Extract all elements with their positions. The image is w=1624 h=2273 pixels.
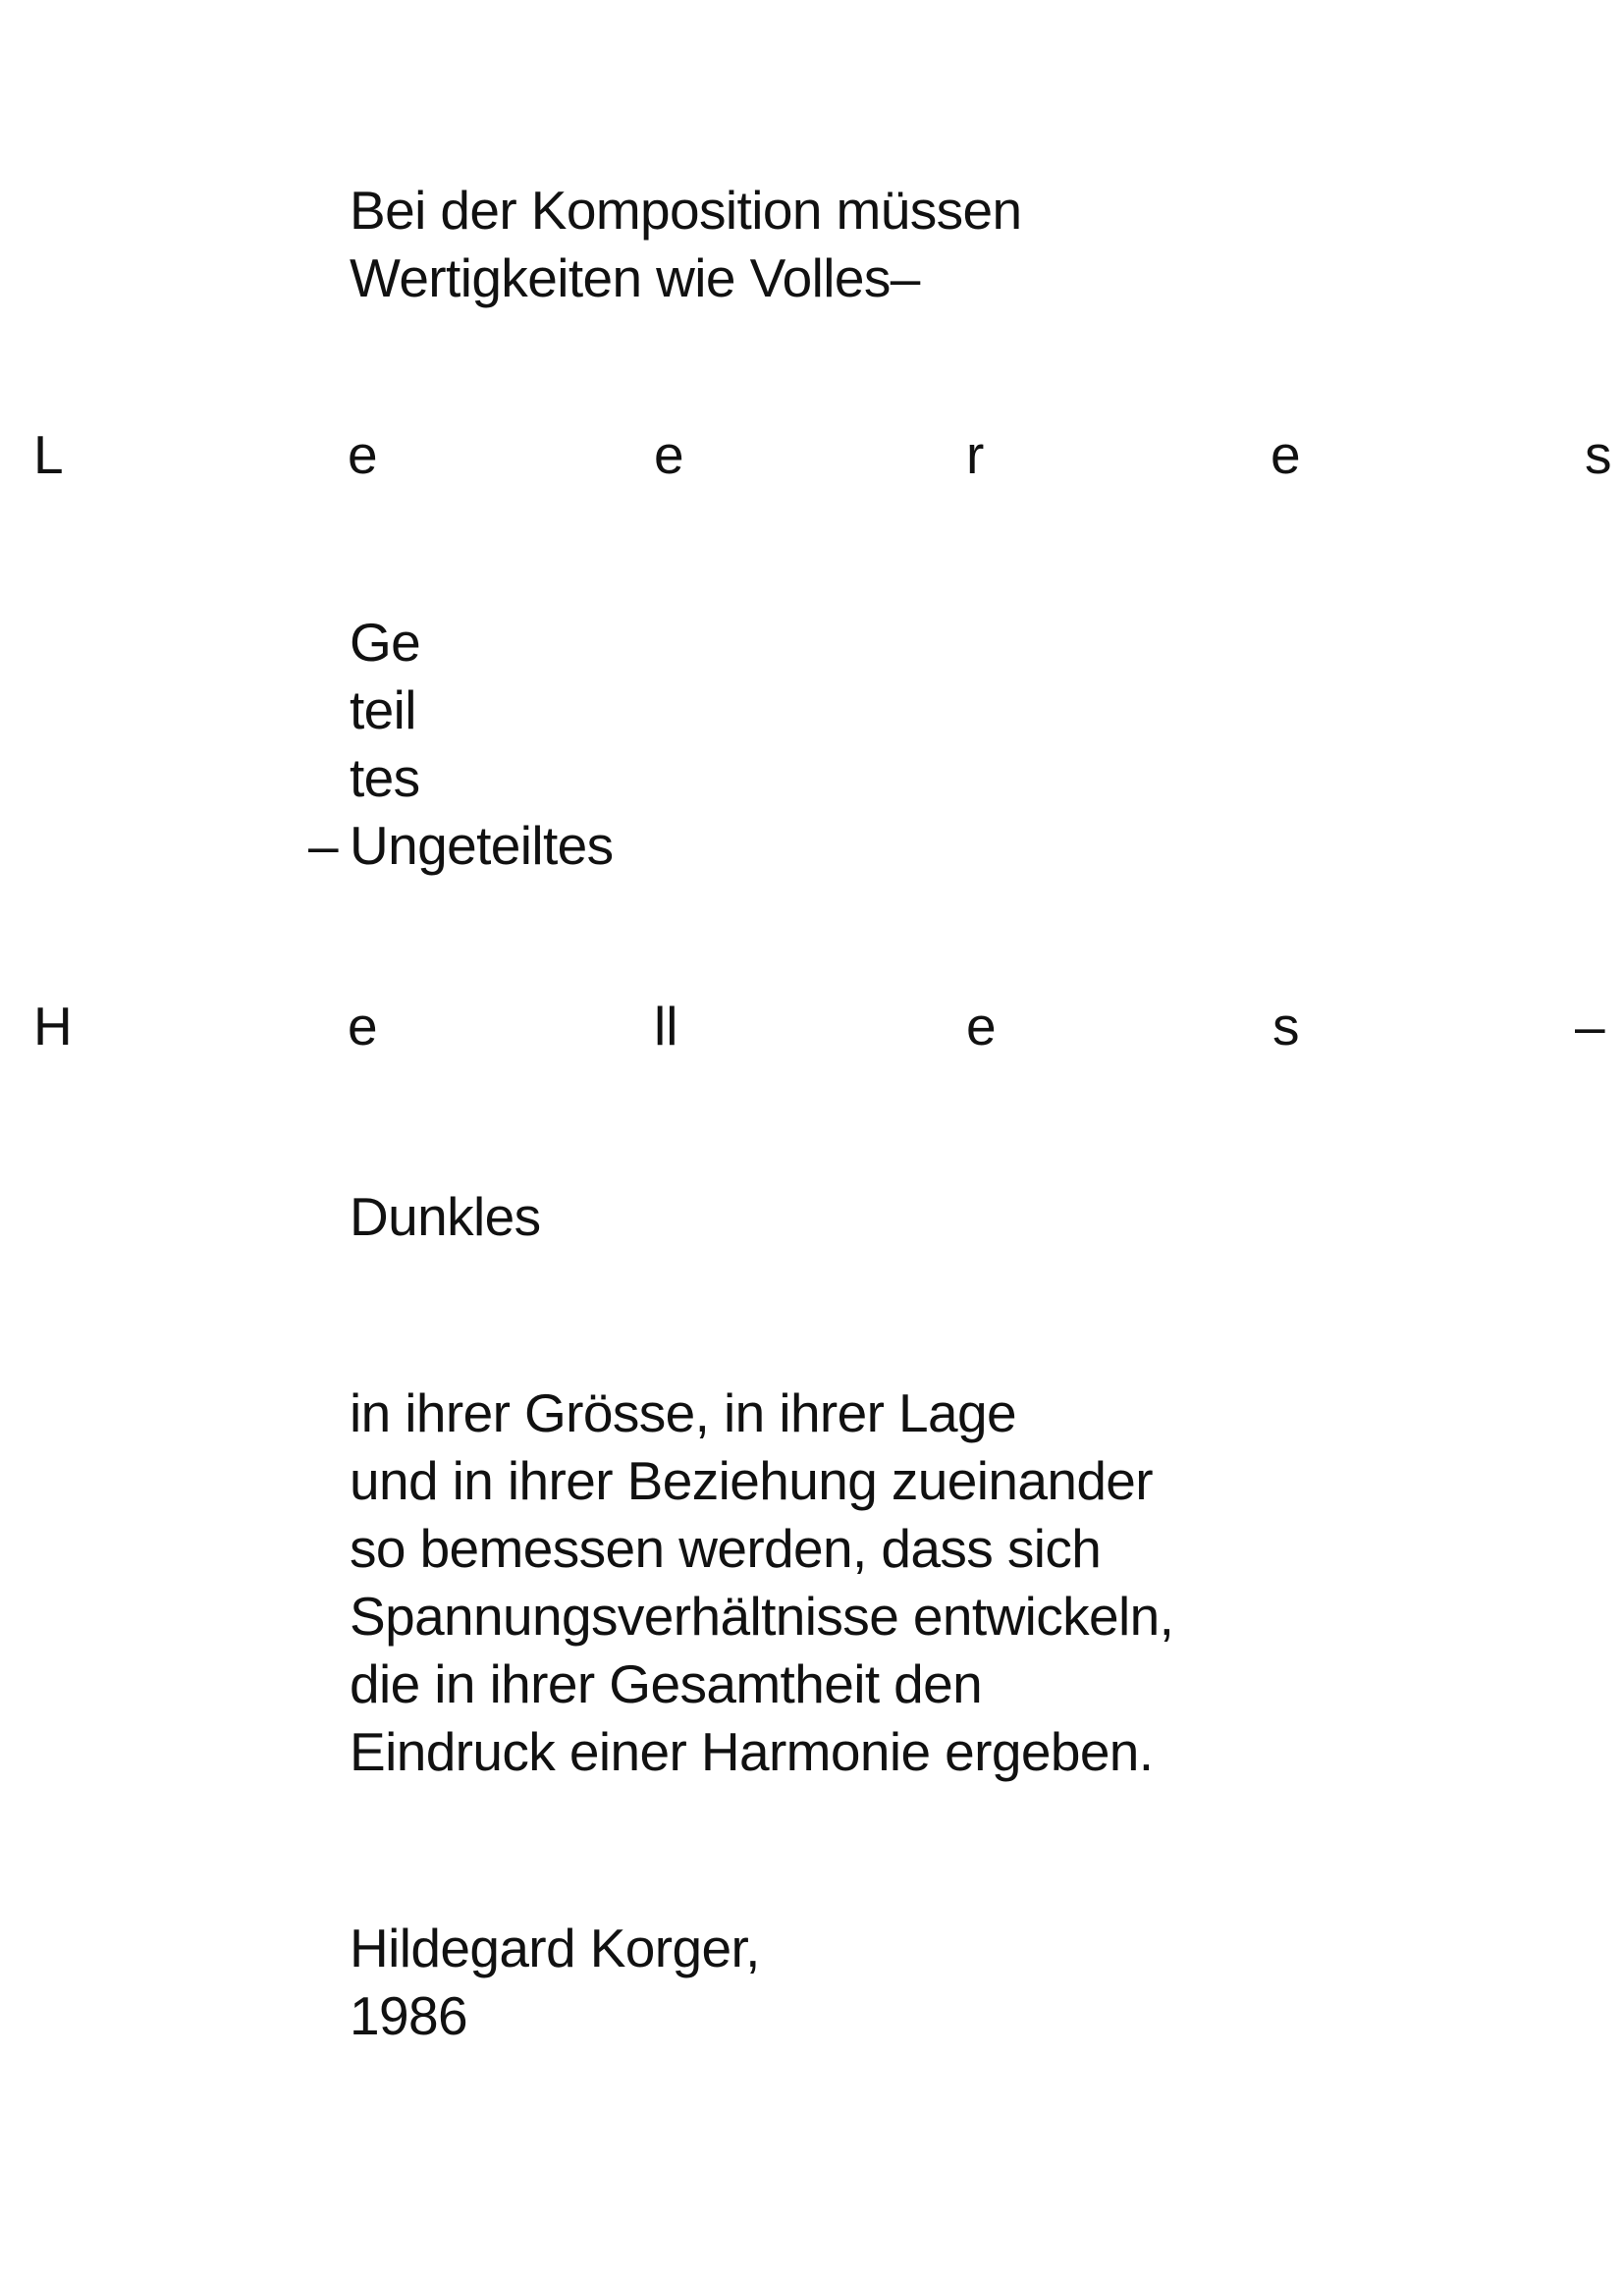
dunkles-text xyxy=(350,1183,541,1251)
dunkles-line: Dunkles xyxy=(350,1186,541,1247)
publication-year: 1986 xyxy=(350,1985,467,2046)
spread-letter: e xyxy=(348,996,378,1056)
intro-line: Bei der Komposition müssen xyxy=(350,180,1022,241)
geteiltes-text xyxy=(350,609,614,880)
spread-letter: e xyxy=(966,996,997,1056)
geteiltes-line: tes xyxy=(350,747,420,808)
geteiltes-line: teil xyxy=(350,679,416,740)
body-text xyxy=(350,1380,1173,1786)
body-line: Spannungsverhältnisse entwickeln, xyxy=(350,1586,1174,1647)
spread-letter: s xyxy=(1585,424,1612,485)
spread-letter: L xyxy=(33,424,64,485)
body-line: so bemessen werden, dass sich xyxy=(350,1518,1102,1579)
spread-letter: e xyxy=(1271,424,1301,485)
spread-letter: r xyxy=(966,424,985,485)
spread-word-leeres xyxy=(33,415,1612,494)
intro-text xyxy=(350,177,1021,312)
body-line: und in ihrer Beziehung zueinander xyxy=(350,1450,1154,1511)
spread-letter: e xyxy=(654,424,684,485)
spread-letter: ll xyxy=(654,996,678,1056)
body-line: in ihrer Grösse, in ihrer Lage xyxy=(350,1382,1016,1443)
margin-dash: – xyxy=(308,815,339,876)
spread-letter: H xyxy=(33,996,73,1056)
spread-letter: e xyxy=(348,424,378,485)
geteiltes-line: Ungeteiltes xyxy=(350,815,614,876)
body-line: Eindruck einer Harmonie ergeben. xyxy=(350,1721,1154,1782)
spread-letter: – xyxy=(1575,996,1605,1056)
attribution xyxy=(350,1915,760,2050)
spread-word-helles xyxy=(33,987,1605,1065)
geteiltes-line: Ge xyxy=(350,612,421,673)
author-name: Hildegard Korger, xyxy=(350,1918,760,1978)
body-line: die in ihrer Gesamtheit den xyxy=(350,1653,983,1714)
intro-line: Wertigkeiten wie Volles– xyxy=(350,247,920,308)
spread-letter: s xyxy=(1272,996,1300,1056)
